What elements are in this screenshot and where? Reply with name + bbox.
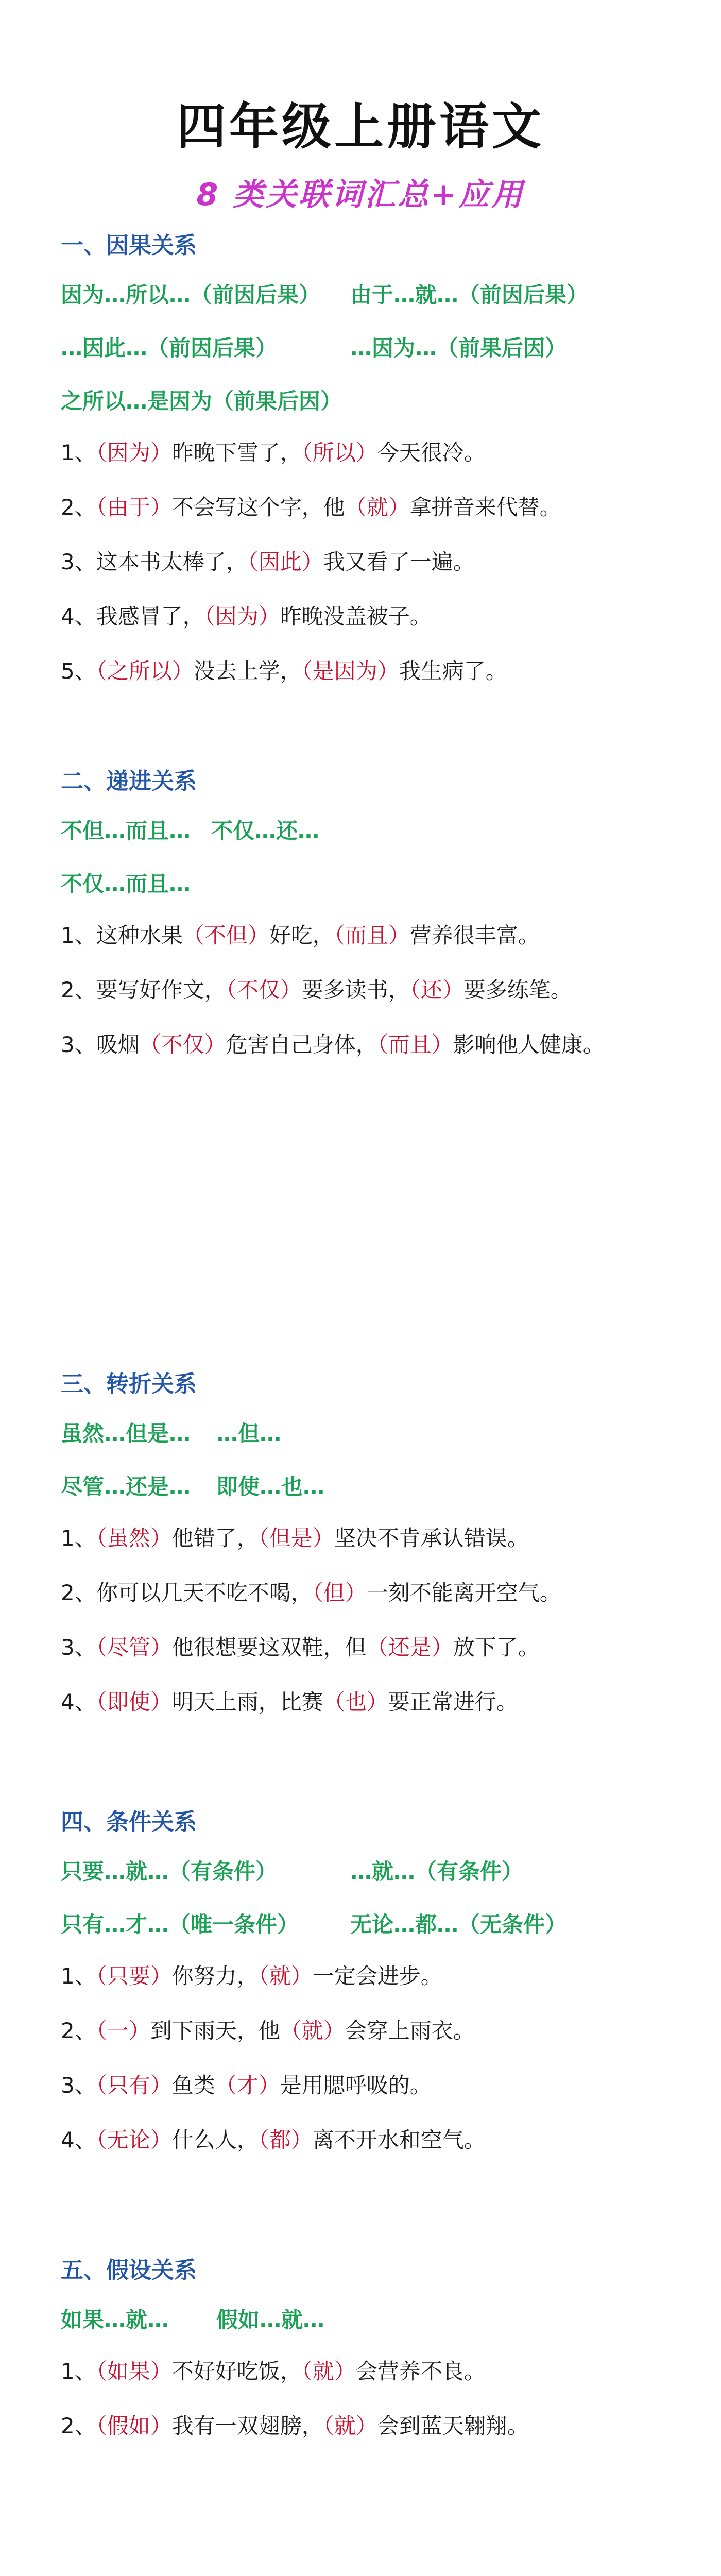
sentence-text: 明天上雨，比赛 [171, 1689, 323, 1715]
section-heading: 二、递进关系 [61, 768, 197, 794]
connective-marker: （所以） [301, 440, 377, 465]
connective-marker: （只要） [96, 1963, 172, 1989]
sentence-text: 会到蓝天翱翔。 [377, 2413, 529, 2438]
sentence-text: 会营养不良。 [355, 2359, 486, 2384]
sentence-text: 昨晚没盖被子。 [280, 604, 432, 629]
sentence-text: 要多读书， [301, 977, 410, 1003]
connective-marker: （一） [96, 2018, 150, 2043]
sentence-text: 影响他人健康。 [453, 1032, 605, 1057]
connective-marker: （就） [345, 495, 410, 520]
sentence-text: 1、 [61, 1526, 96, 1551]
sentence-text: 什么人， [171, 2127, 259, 2153]
example-sentence [61, 545, 679, 576]
sentence-text: 今天很冷。 [377, 440, 486, 465]
connective-marker: （由于） [96, 495, 172, 520]
document-title: 四年级上册语文 [177, 98, 544, 156]
example-sentence [61, 1028, 679, 1059]
example-sentence [61, 1631, 679, 1662]
example-sentence [61, 973, 679, 1004]
sentence-text: 3、吸烟 [61, 1032, 140, 1057]
sentence-text: 好吃， [269, 923, 334, 948]
sentence-text: 一刻不能离开空气。 [366, 1580, 561, 1605]
sentence-text: 昨晚下雪了， [171, 440, 302, 465]
sentence-text: 我生病了。 [399, 658, 507, 684]
pattern-item: 之所以…是因为（前果后因） [61, 388, 342, 414]
connective-marker: （是因为） [301, 658, 399, 684]
pattern-item: 不仅…还… [211, 818, 320, 843]
sentence-text: 4、 [61, 2127, 96, 2153]
sentence-text: 他错了， [171, 1526, 259, 1551]
sentence-text: 拿拼音来代替。 [409, 495, 561, 520]
sentence-text: 他很想要这双鞋，但 [171, 1635, 367, 1660]
section-heading: 三、转折关系 [61, 1371, 197, 1397]
sentence-text: 要正常进行。 [388, 1689, 518, 1715]
sentence-text: 坚决不肯承认错误。 [334, 1526, 529, 1551]
sentence-text: 一定会进步。 [312, 1963, 442, 1989]
document-subtitle: 8 类关联词汇总+应用 [196, 177, 525, 213]
sentence-text: 我有一双翅膀， [171, 2413, 323, 2438]
example-sentence [61, 2354, 679, 2385]
connective-marker: （还是） [366, 1635, 453, 1660]
sentence-text: 1、这种水果 [61, 923, 183, 948]
sentence-text: 1、 [61, 1963, 96, 1989]
sentence-text: 我又看了一遍。 [323, 549, 475, 574]
sentence-text: 到下雨天，他 [150, 2018, 280, 2043]
connective-marker: （但） [312, 1580, 367, 1605]
pattern-item: 只要…就…（有条件） [61, 1859, 278, 1884]
connective-marker: （而且） [377, 1032, 453, 1057]
section-heading: 四、条件关系 [61, 1809, 197, 1835]
pattern-item: 因为…所以…（前因后果） [61, 282, 321, 308]
connective-marker: （不但） [182, 923, 269, 948]
connective-marker: （也） [323, 1689, 388, 1715]
pattern-item: …但… [216, 1421, 282, 1446]
sentence-text: 3、 [61, 1635, 96, 1660]
example-sentence [61, 490, 679, 521]
sentence-text: 没去上学， [193, 658, 302, 684]
sentence-text: 2、 [61, 495, 96, 520]
connective-marker: （如果） [96, 2359, 172, 2384]
connective-marker: （因为） [96, 440, 172, 465]
sentence-text: 1、 [61, 2359, 96, 2384]
sentence-text: 2、 [61, 2018, 96, 2043]
sentence-text: 4、我感冒了， [61, 604, 204, 629]
sentence-text: 要多练笔。 [464, 977, 572, 1003]
connective-marker: （只有） [96, 2073, 172, 2098]
connective-marker: （而且） [334, 923, 410, 948]
connective-marker: （都） [258, 2127, 313, 2153]
sentence-text: 营养很丰富。 [409, 923, 540, 948]
pattern-item: 尽管…还是… [61, 1474, 191, 1499]
sentence-text: 离不开水和空气。 [312, 2127, 486, 2153]
example-sentence [61, 1521, 679, 1552]
example-sentence [61, 600, 679, 631]
sentence-text: 是用腮呼吸的。 [280, 2073, 432, 2098]
pattern-item: 只有…才…（唯一条件） [61, 1912, 299, 1937]
sentence-text: 不好好吃饭， [171, 2359, 302, 2384]
section-heading: 一、因果关系 [61, 232, 197, 259]
pattern-item: …因为…（前果后因） [350, 335, 567, 361]
connective-marker: （但是） [258, 1526, 334, 1551]
connective-marker: （之所以） [96, 658, 194, 684]
example-sentence [61, 1576, 679, 1607]
sentence-text: 4、 [61, 1689, 96, 1715]
connective-marker: （因此） [247, 549, 323, 574]
sentence-text: 3、 [61, 2073, 96, 2098]
connective-marker: （就） [280, 2018, 345, 2043]
sentence-text: 3、这本书太棒了， [61, 549, 248, 574]
connective-marker: （才） [215, 2073, 280, 2098]
sentence-text: 2、你可以几天不吃不喝， [61, 1580, 313, 1605]
pattern-item: 假如…就… [216, 2307, 325, 2332]
connective-marker: （假如） [96, 2413, 172, 2438]
sentence-text: 2、要写好作文， [61, 977, 226, 1003]
connective-marker: （还） [409, 977, 464, 1003]
example-sentence [61, 2069, 679, 2099]
pattern-item: 虽然…但是… [61, 1421, 191, 1446]
section-heading: 五、假设关系 [61, 2257, 197, 2283]
connective-marker: （因为） [204, 604, 280, 629]
connective-marker: （就） [258, 1963, 313, 1989]
pattern-item: …就…（有条件） [350, 1859, 524, 1884]
pattern-item: …因此…（前因后果） [61, 335, 278, 361]
example-sentence [61, 919, 679, 950]
sentence-text: 5、 [61, 658, 96, 684]
pattern-item: 不仅…而且… [61, 871, 191, 896]
connective-marker: （虽然） [96, 1526, 172, 1551]
example-sentence [61, 2409, 679, 2440]
connective-marker: （不仅） [139, 1032, 226, 1057]
example-sentence [61, 1685, 679, 1716]
connective-marker: （就） [301, 2359, 356, 2384]
example-sentence [61, 654, 679, 685]
sentence-text: 2、 [61, 2413, 96, 2438]
example-sentence [61, 436, 679, 467]
example-sentence [61, 2014, 679, 2045]
pattern-item: 即使…也… [216, 1474, 325, 1499]
sentence-text: 鱼类 [171, 2073, 215, 2098]
connective-marker: （即使） [96, 1689, 172, 1715]
example-sentence [61, 2123, 679, 2154]
example-sentence [61, 1959, 679, 1990]
connective-marker: （不仅） [226, 977, 302, 1003]
sentence-text: 会穿上雨衣。 [345, 2018, 475, 2043]
connective-marker: （无论） [96, 2127, 172, 2153]
sentence-text: 不会写这个字，他 [171, 495, 345, 520]
pattern-item: 不但…而且… [61, 818, 191, 843]
pattern-item: 无论…都…（无条件） [350, 1912, 567, 1937]
sentence-text: 1、 [61, 440, 96, 465]
connective-marker: （尽管） [96, 1635, 172, 1660]
connective-marker: （就） [323, 2413, 377, 2438]
sentence-text: 危害自己身体， [226, 1032, 377, 1057]
sentence-text: 你努力， [171, 1963, 259, 1989]
pattern-item: 如果…就… [61, 2307, 169, 2332]
sentence-text: 放下了。 [453, 1635, 540, 1660]
pattern-item: 由于…就…（前因后果） [350, 282, 589, 308]
